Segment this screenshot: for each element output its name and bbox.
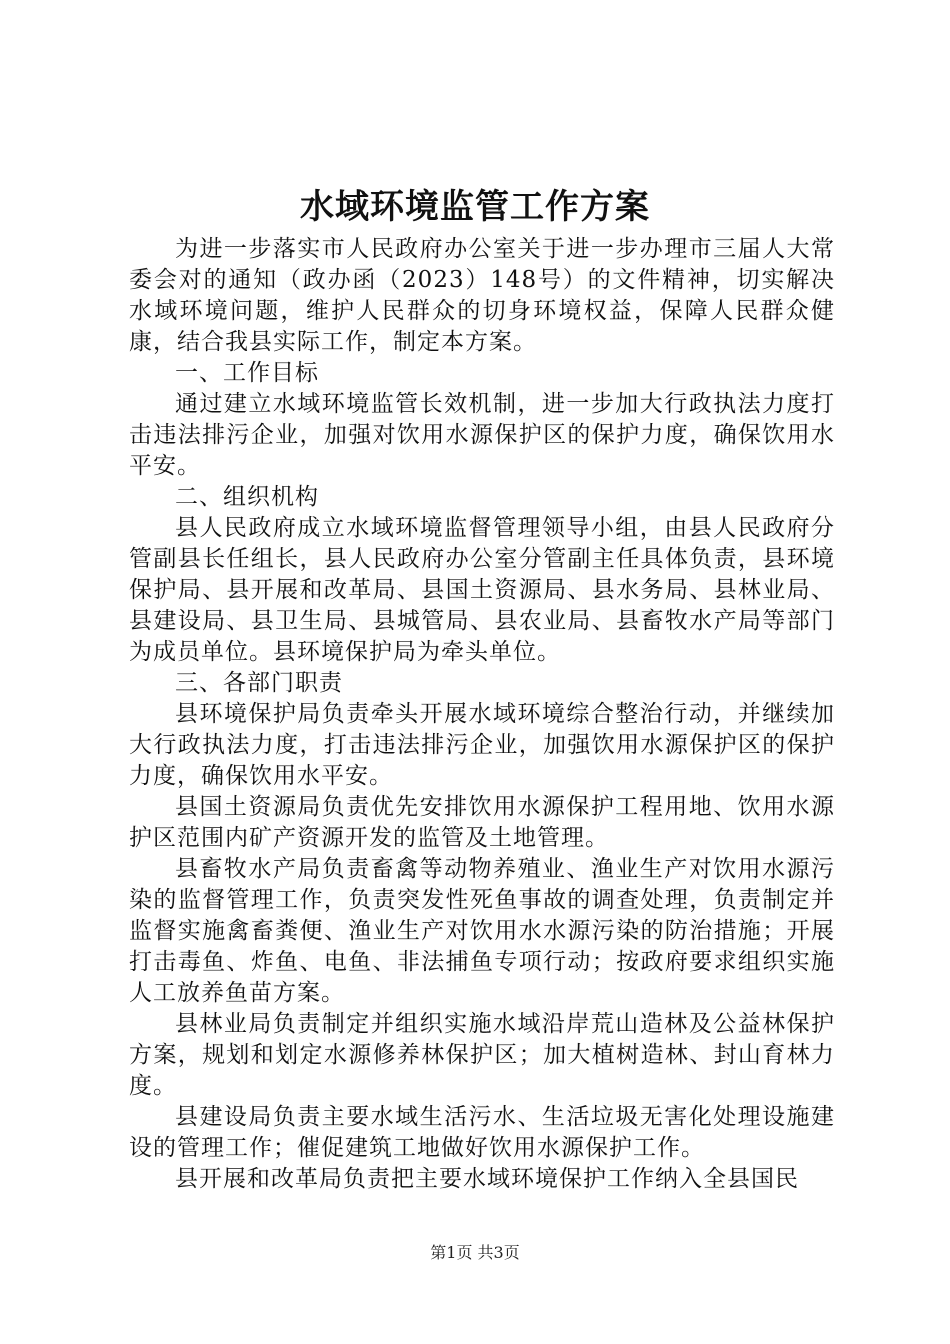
document-body — [129, 234, 835, 1195]
document-title: 水域环境监管工作方案 — [300, 187, 650, 227]
section-heading-responsibilities: 三、各部门职责 — [175, 670, 343, 696]
page-footer: 第1页 共3页 — [430, 1243, 520, 1262]
section-heading-organization: 二、组织机构 — [175, 484, 319, 510]
responsibility-paragraph-forestry: 县林业局负责制定并组织实施水域沿岸荒山造林及公益林保护方案，规划和划定水源修养林保护区；加大植树造林、封山育林力度。 — [129, 1011, 835, 1099]
goals-paragraph: 通过建立水域环境监管长效机制，进一步加大行政执法力度打击违法排污企业，加强对饮用水源保护区的保护力度，确保饮用水平安。 — [129, 391, 835, 479]
organization-paragraph: 县人民政府成立水域环境监督管理领导小组，由县人民政府分管副县长任组长，县人民政府办公室分管副主任具体负责，县环境保护局、县开展和改革局、县国土资源局、县水务局、县林业局、县建设局、县卫生局、县城管局、县农业局、县畜牧水产局等部门为成员单位。县环境保护局为牵头单位。 — [129, 515, 835, 665]
section-heading-goals: 一、工作目标 — [175, 360, 319, 386]
responsibility-paragraph-livestock: 县畜牧水产局负责畜禽等动物养殖业、渔业生产对饮用水源污染的监督管理工作，负责突发性死鱼事故的调查处理，负责制定并监督实施禽畜粪便、渔业生产对饮用水水源污染的防治措施；开展打击毒鱼、炸鱼、电鱼、非法捕鱼专项行动；按政府要求组织实施人工放养鱼苗方案。 — [129, 856, 835, 1006]
intro-paragraph: 为进一步落实市人民政府办公室关于进一步办理市三届人大常委会对的通知（政办函（2023）148号）的文件精神，切实解决水域环境问题，维护人民群众的切身环境权益，保障人民群众健康，结合我县实际工作，制定本方案。 — [129, 236, 835, 355]
responsibility-paragraph-construction: 县建设局负责主要水域生活污水、生活垃圾无害化处理设施建设的管理工作；催促建筑工地做好饮用水源保护工作。 — [129, 1104, 835, 1161]
responsibility-paragraph-environment: 县环境保护局负责牵头开展水域环境综合整治行动，并继续加大行政执法力度，打击违法排污企业，加强饮用水源保护区的保护力度，确保饮用水平安。 — [129, 701, 835, 789]
responsibility-paragraph-land: 县国土资源局负责优先安排饮用水源保护工程用地、饮用水源护区范围内矿产资源开发的监管及土地管理。 — [129, 794, 835, 851]
responsibility-paragraph-development: 县开展和改革局负责把主要水域环境保护工作纳入全县国民 — [175, 1166, 799, 1192]
